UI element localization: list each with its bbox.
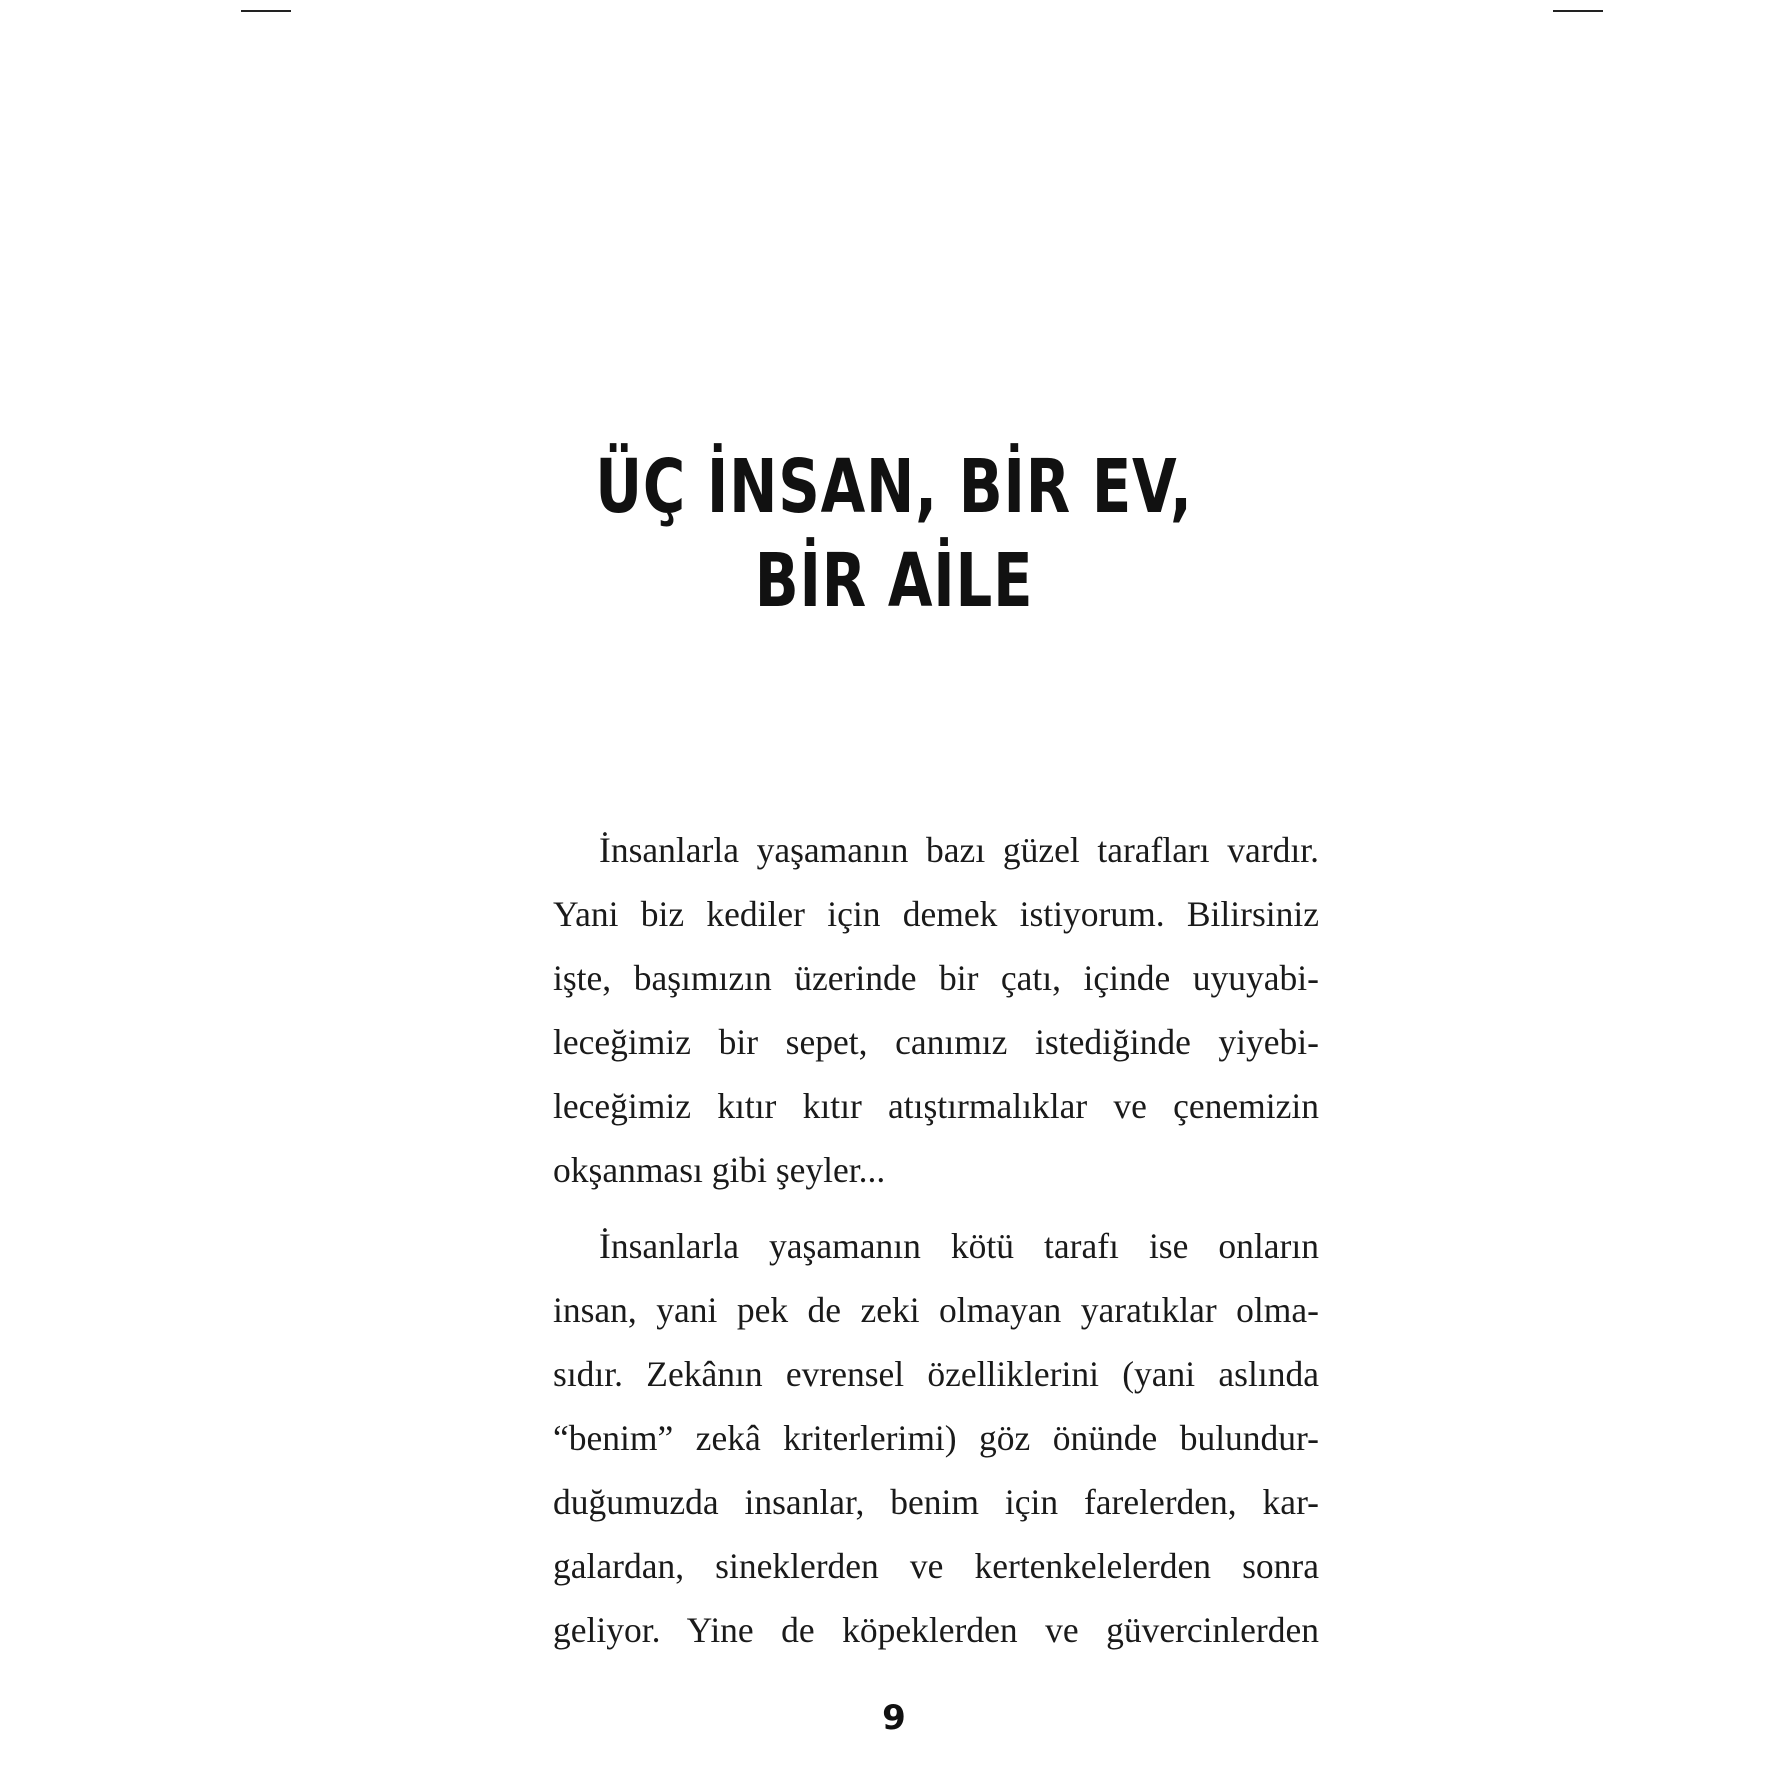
- text-line: işte, başımızın üzerinde bir çatı, içinde uyuyabi-: [553, 958, 1319, 998]
- chapter-title-line-1: ÜÇ İNSAN, BİR EV,: [595, 444, 1193, 530]
- text-line: sıdır. Zekânın evrensel özelliklerini (yani aslında: [553, 1354, 1319, 1394]
- chapter-title: [197, 440, 1592, 628]
- text-line: Yani biz kediler için demek istiyorum. Bilirsiniz: [553, 894, 1319, 934]
- crop-mark-right: [1553, 10, 1603, 12]
- text-line: leceğimiz kıtır kıtır atıştırmalıklar ve çenemizin: [553, 1086, 1319, 1126]
- text-line: galardan, sineklerden ve kertenkelelerden sonra: [553, 1546, 1319, 1586]
- paragraph-1: [553, 818, 1319, 1202]
- text-line: insan, yani pek de zeki olmayan yaratıklar olma-: [553, 1290, 1319, 1330]
- chapter-title-line-2: BİR AİLE: [754, 538, 1034, 624]
- text-line: İnsanlarla yaşamanın kötü tarafı ise onların: [599, 1226, 1319, 1266]
- paragraph-2: [553, 1214, 1319, 1662]
- text-line: okşanması gibi şeyler...: [553, 1150, 886, 1190]
- text-line: duğumuzda insanlar, benim için farelerden, kar-: [553, 1482, 1319, 1522]
- text-line: leceğimiz bir sepet, canımız istediğinde yiyebi-: [553, 1022, 1319, 1062]
- page-number: 9: [882, 1698, 906, 1738]
- text-line: “benim” zekâ kriterlerimi) göz önünde bulundur-: [553, 1418, 1319, 1458]
- body-text: [553, 818, 1319, 1662]
- crop-mark-left: [241, 10, 291, 12]
- text-line: İnsanlarla yaşamanın bazı güzel tarafları vardır.: [599, 830, 1319, 870]
- text-line: geliyor. Yine de köpeklerden ve güvercinlerden: [553, 1610, 1319, 1650]
